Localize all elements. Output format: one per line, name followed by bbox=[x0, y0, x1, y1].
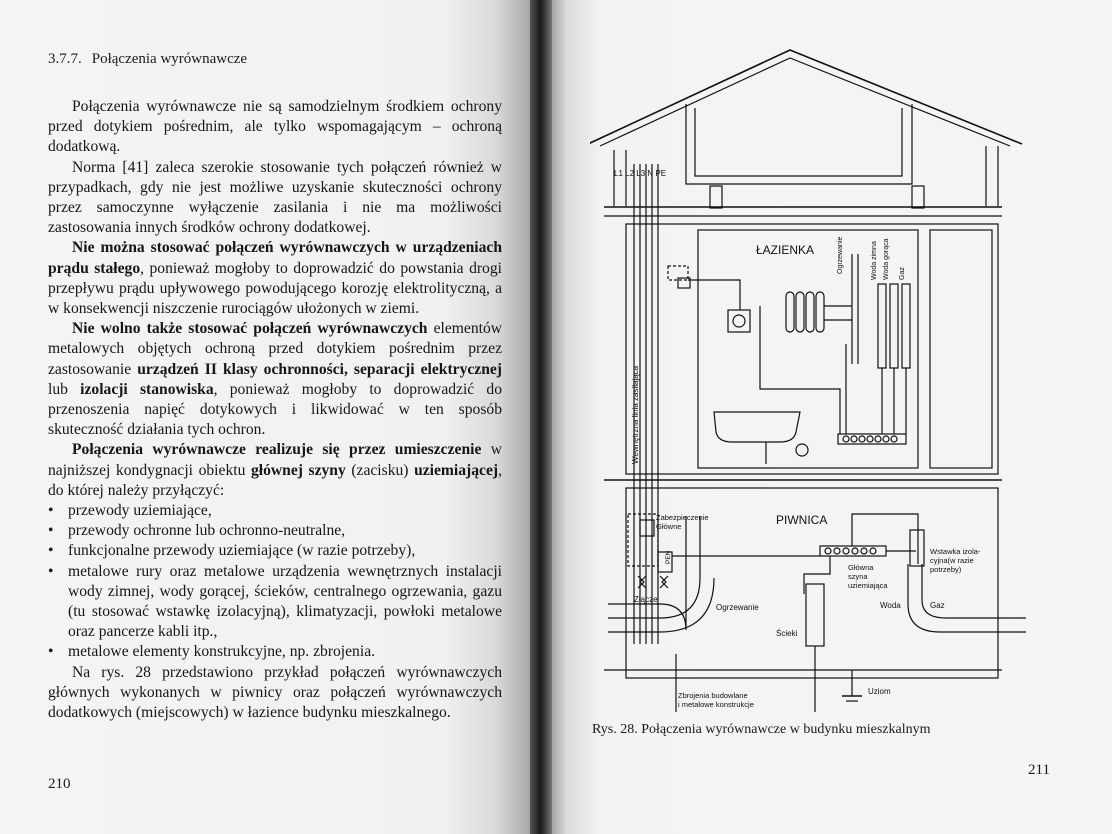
gas-label: Gaz bbox=[930, 601, 945, 610]
socket-wire bbox=[688, 280, 740, 310]
sewage-pipe bbox=[806, 584, 824, 646]
insulating-insert bbox=[910, 530, 924, 566]
side-room bbox=[930, 230, 992, 468]
paragraph-text: , do której należy przyłączyć: bbox=[48, 461, 502, 499]
wire-letters: L1 L2 L3 N PE bbox=[614, 169, 667, 178]
roof-inner bbox=[600, 58, 1010, 146]
paragraph-text: w najniższej kondygnacji obiektu bbox=[48, 441, 502, 479]
emphasis: Nie wolno także stosować połączeń wyrównawczych bbox=[72, 320, 428, 338]
pen-label: PEN bbox=[665, 550, 672, 564]
emphasis: izolacji stanowiska bbox=[80, 380, 214, 398]
main-bar-label: Główna bbox=[848, 563, 874, 572]
hot-water-label: Woda gorąca bbox=[883, 238, 890, 280]
paragraph-text: , ponieważ mogłoby to doprowadzić do przenoszenia napięć dotykowych i likwidować w ten sposób skuteczność działania tych ochron. bbox=[48, 380, 503, 439]
insert-label: potrzeby) bbox=[930, 565, 962, 574]
heating-pipe-in bbox=[608, 578, 714, 632]
socket-outlet bbox=[733, 315, 745, 327]
bathroom-pipes bbox=[878, 284, 910, 368]
paragraph-5 bbox=[48, 440, 502, 501]
connector-symbols bbox=[638, 576, 668, 588]
sewage-label: Ścieki bbox=[776, 629, 798, 638]
local-bonding-bar bbox=[838, 434, 906, 444]
figure-caption: Rys. 28. Połączenia wyrównawcze w budynku mieszkalnym bbox=[592, 722, 931, 737]
pillar bbox=[912, 186, 924, 208]
book-gutter bbox=[530, 0, 552, 834]
basement-label: PIWNICA bbox=[776, 513, 828, 527]
bathtub bbox=[714, 412, 800, 442]
water-pipe bbox=[908, 564, 1026, 632]
paragraph-1: Połączenia wyrównawcze nie są samodzielnym środkiem ochrony przed dotykiem pośrednim, ale tylko wspomagającym – ochroną dodatkową. bbox=[48, 98, 502, 156]
emphasis: Nie można stosować połączeń wyrównawczych w urządzeniach prądu stałego bbox=[48, 239, 502, 277]
section-number: 3.7.7. bbox=[48, 51, 82, 67]
section-title: Połączenia wyrównawcze bbox=[91, 51, 248, 67]
main-fuse-label: Główne bbox=[656, 522, 682, 531]
list-item: • metalowe rury oraz metalowe urządzenia wewnętrznych instalacji wody zimnej, wody gorącej, ścieków, centralnego ogrzewania, gazu (tu stosować wstawkę izolacyjną), klimatyzacji, powłoki metalowe oraz pancerze kabli itp., bbox=[48, 562, 502, 643]
body-text bbox=[48, 97, 502, 723]
earth-electrode-label: Uziom bbox=[868, 687, 891, 696]
earthing-wire bbox=[804, 556, 830, 594]
main-bar-label: uziemiająca bbox=[848, 581, 888, 590]
list-item: • przewody uziemiające, bbox=[48, 501, 502, 521]
paragraph-2: Norma [41] zaleca szerokie stosowanie tych połączeń również w przypadkach, gdy nie jest możliwe uzyskanie skuteczności ochrony przez samoczynne wyłączenie zasilania i nie ma możliwości zastosowania innych środków ochrony dodatkowej. bbox=[48, 158, 502, 237]
drain bbox=[796, 444, 808, 456]
emphasis: Połączenia wyrównawcze realizuje się przez umieszczenie bbox=[72, 441, 482, 459]
heating-pipe-in bbox=[608, 516, 686, 630]
cold-water-label: Woda zimna bbox=[871, 241, 878, 280]
page-number-left: 210 bbox=[48, 776, 71, 792]
bathroom-label: ŁAZIENKA bbox=[756, 243, 815, 257]
insert-label: cyjna(w razie bbox=[930, 556, 974, 565]
heating-label-top: Ogrzewanie bbox=[837, 236, 844, 274]
left-page bbox=[0, 0, 540, 834]
emphasis: urządzeń II klasy ochronności, separacji elektrycznej bbox=[137, 360, 502, 378]
section-heading bbox=[48, 51, 247, 68]
equipotential-bonding-diagram bbox=[590, 44, 1050, 712]
water-label: Woda bbox=[880, 601, 901, 610]
rebar-label: i metalowe konstrukcje bbox=[678, 700, 754, 709]
insert-label: Wstawka izola- bbox=[930, 547, 981, 556]
main-bar-label: szyna bbox=[848, 572, 868, 581]
radiator bbox=[786, 292, 852, 332]
bonding-bar-terminals bbox=[843, 436, 897, 442]
heating-label: Ogrzewanie bbox=[716, 603, 759, 612]
paragraph-6: Na rys. 28 przedstawiono przykład połączeń wyrównawczych głównych wykonanych w piwnicy oraz połączeń wyrównawczych dodatkowych (miejscowych) w łazience budynku mieszkalnego. bbox=[48, 663, 502, 722]
paragraph-text: (zacisku) bbox=[345, 461, 415, 479]
emphasis: uziemiającej bbox=[414, 461, 499, 479]
attic-room bbox=[686, 104, 912, 184]
attic-room-inner bbox=[695, 108, 902, 176]
list-item: • funkcjonalne przewody uziemiające (w razie potrzeby), bbox=[48, 541, 502, 561]
emphasis: głównej szyny bbox=[250, 461, 346, 479]
gas-label-top: Gaz bbox=[899, 267, 906, 280]
supply-line-label: Wewnętrzna linia zasilająca bbox=[631, 365, 640, 464]
rebar-label: Zbrojenia budowlane bbox=[678, 691, 748, 700]
paragraph-text: elementów metalowych objętych ochroną przed dotykiem pośrednim przez zastosowanie bbox=[48, 320, 503, 378]
paragraph-text: lub bbox=[48, 380, 81, 398]
list-item: • przewody ochronne lub ochronno-neutralne, bbox=[48, 521, 502, 541]
paragraph-text: , ponieważ mogłoby to doprowadzić do powstania drogi przepływu prądu upływowego powodującego korozję elektrolityczną, a w konsekwencji niszczenie rurociągów ułożonych w ziemi. bbox=[48, 259, 502, 318]
paragraph-4 bbox=[48, 319, 502, 440]
bullet-list bbox=[48, 501, 502, 663]
ground-floor bbox=[626, 224, 998, 474]
pillar bbox=[710, 186, 722, 208]
earthing-bar-terminals bbox=[825, 548, 876, 554]
main-fuse-label: Zabezpieczenie bbox=[656, 513, 709, 522]
list-item: • metalowe elementy konstrukcyjne, np. zbrojenia. bbox=[48, 642, 502, 662]
page-number-right: 211 bbox=[1028, 762, 1050, 778]
socket-box bbox=[728, 310, 750, 332]
service-connection-label: Złącze bbox=[634, 595, 658, 604]
paragraph-3 bbox=[48, 238, 502, 319]
